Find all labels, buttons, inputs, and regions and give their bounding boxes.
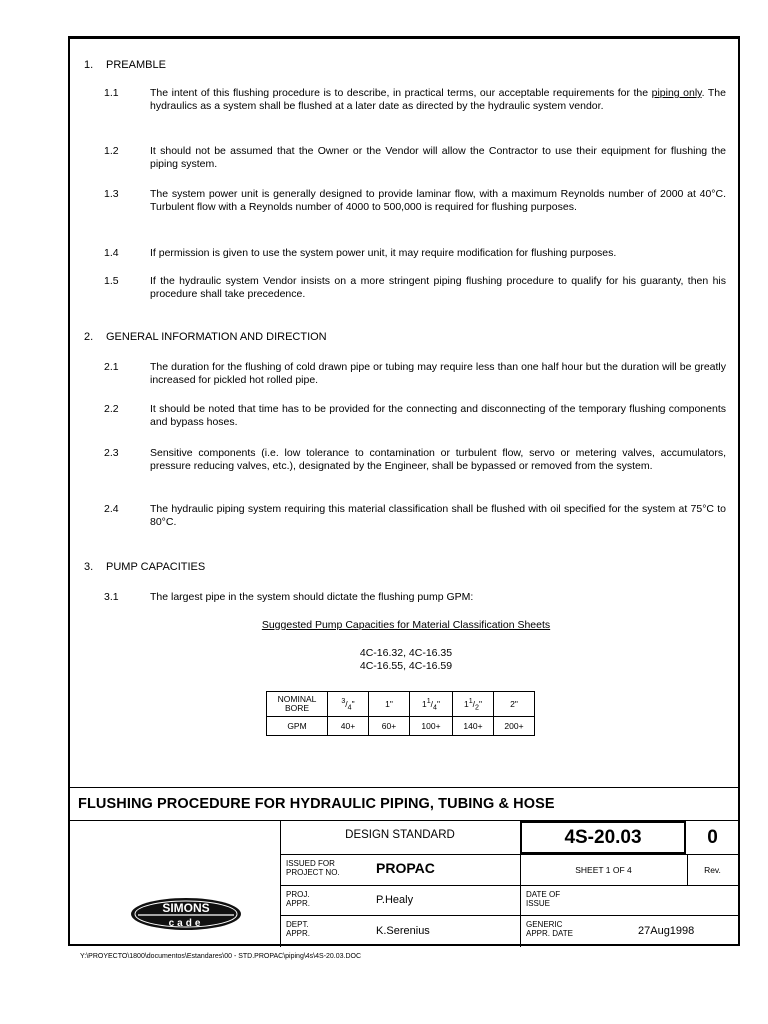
table-header-gpm: GPM — [267, 717, 328, 736]
sheet-number: SHEET 1 OF 4 — [575, 865, 632, 875]
date-of-issue-label: DATE OF ISSUE — [526, 890, 561, 908]
proj-appr-value: P.Healy — [376, 894, 414, 906]
pump-capacity-table — [266, 691, 535, 736]
document-title: FLUSHING PROCEDURE FOR HYDRAULIC PIPING, TUBING & HOSE — [78, 796, 555, 812]
document-page — [68, 36, 740, 946]
table-title: Suggested Pump Capacities for Material Classification Sheets — [261, 619, 551, 631]
generic-appr-date-label: GENERIC APPR. DATE — [526, 920, 573, 938]
paragraph-1-3: 1.3 The system power unit is generally designed to provide laminar flow, with a maximum Reynolds number of 2000 at 40°C. Turbulent flow with a Reynolds number of 4000 to 500,000 is required for flushing purposes. — [104, 188, 726, 213]
rev-label: Rev. — [704, 865, 721, 875]
divider — [280, 854, 738, 855]
paragraph-2-4: 2.4 The hydraulic piping system requiring this material classification shall be flushed with oil specified for the system at 75°C to 80°C. — [104, 503, 726, 528]
section-heading-pump-capacities: 3. PUMP CAPACITIES — [84, 561, 206, 573]
sheets-line-1: 4C-16.32, 4C-16.35 — [359, 647, 453, 659]
section-heading-preamble: 1. PREAMBLE — [84, 59, 166, 71]
issued-for-label: ISSUED FOR PROJECT NO. — [286, 859, 340, 877]
generic-appr-date-value: 27Aug1998 — [638, 925, 695, 937]
table-cell-size: $^3/_4$" — [328, 692, 369, 717]
project-name: PROPAC — [376, 860, 435, 876]
design-standard-label: DESIGN STANDARD — [345, 829, 455, 841]
paragraph-1-4: 1.4 If permission is given to use the system power unit, it may require modification for flushing purposes. — [104, 247, 617, 259]
simons-cade-logo — [130, 897, 242, 931]
table-cell-size: 1" — [369, 692, 410, 717]
dept-appr-label: DEPT. APPR. — [286, 920, 311, 938]
logo-text-bottom: cade — [168, 918, 204, 929]
divider — [280, 885, 738, 886]
divider — [280, 915, 738, 916]
table-cell-size: $1^1/_4$" — [410, 692, 453, 717]
proj-appr-label: PROJ. APPR. — [286, 890, 311, 908]
sheets-line-2: 4C-16.55, 4C-16.59 — [359, 660, 453, 672]
paragraph-3-1: 3.1 The largest pipe in the system should dictate the flushing pump GPM: — [104, 591, 474, 603]
paragraph-1-2: 1.2 It should not be assumed that the Owner or the Vendor will allow the Contractor to use their equipment for flushing the piping system. — [104, 145, 726, 170]
table-cell-gpm: 40+ — [328, 717, 369, 736]
document-title-bar — [70, 787, 738, 821]
table-header-nominal-bore: NOMINAL BORE — [267, 692, 328, 717]
table-cell-gpm: 200+ — [494, 717, 535, 736]
file-path-footer: Y:\PROYECTO\1800\documentos\Estandares\00 - STD.PROPAC\piping\4s\4S-20.03.DOC — [80, 953, 362, 960]
paragraph-2-3: 2.3 Sensitive components (i.e. low tolerance to contamination or turbulent flow, servo or metering valves, accumulators, pressure reducing valves, etc.), designated by the Engineer, shall be bypassed or removed from the system. — [104, 447, 726, 472]
document-number-box — [520, 821, 686, 854]
paragraph-2-2: 2.2 It should be noted that time has to be provided for the connecting and disconnecting of the temporary flushing components and bypass hoses. — [104, 403, 726, 428]
revision-number: 0 — [707, 827, 718, 848]
table-cell-gpm: 100+ — [410, 717, 453, 736]
paragraph-1-5: 1.5 If the hydraulic system Vendor insists on a more stringent piping flushing procedure to qualify for his guaranty, then his procedure shall take precedence. — [104, 275, 726, 300]
table-cell-size: 2" — [494, 692, 535, 717]
table-cell-gpm: 140+ — [453, 717, 494, 736]
paragraph-2-1: 2.1 The duration for the flushing of cold drawn pipe or tubing may require less than one half hour but the duration will be greatly increased for pickled hot rolled pipe. — [104, 361, 726, 386]
table-cell-size: $1^1/_2$" — [453, 692, 494, 717]
dept-appr-value: K.Serenius — [376, 925, 430, 937]
section-heading-general-information: 2. GENERAL INFORMATION AND DIRECTION — [84, 331, 327, 343]
document-number: 4S-20.03 — [564, 827, 642, 848]
table-cell-gpm: 60+ — [369, 717, 410, 736]
logo-text-top: SIMONS — [162, 901, 210, 915]
paragraph-1-1: 1.1 The intent of this flushing procedure is to describe, in practical terms, our acceptable requirements for the piping only. The hydraulics as a system shall be flushed at a later date as directed by the hydraulic system vendor. — [104, 87, 726, 112]
